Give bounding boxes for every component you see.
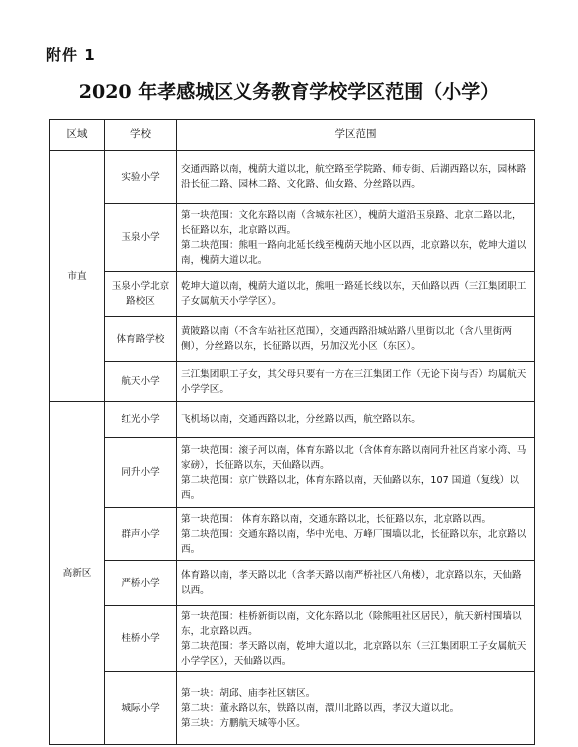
attachment-label: 附件 1: [46, 46, 96, 64]
table-row: [50, 561, 535, 606]
scope-cell: [177, 151, 535, 204]
table-row: [50, 438, 535, 508]
table-row: [50, 204, 535, 272]
scope-line: 飞机场以南，交通西路以北，分丝路以西，航空路以东。: [181, 414, 421, 425]
school-cell: 玉泉小学北京路校区: [105, 272, 177, 317]
scope-cell: [177, 272, 535, 317]
table-row: [50, 508, 535, 561]
scope-line: 第一块范围：滚子河以南，体育东路以北（含体育东路以南同升社区肖家小湾、马家磅），长征路以东，天仙路以西。: [181, 444, 527, 471]
scope-line: 第一块范围：桂桥新街以南，文化东路以北（除熊咀社区居民），航天新村围墙以东，北京路以西。: [181, 610, 522, 637]
scope-line: 第二块范围：孝天路以南，乾坤大道以北，北京路以东（三江集团职工子女属航天小学学区），天仙路以西。: [181, 640, 527, 667]
region-cell: 市直: [50, 151, 105, 402]
scope-line: 第一块范围：文化东路以南（含城东社区），槐荫大道沿玉泉路、北京二路以北，长征路以东，北京路以西。: [181, 209, 522, 236]
table-row: [50, 362, 535, 402]
scope-line: 第一块范围： 体育东路以南，交通东路以北，长征路以东，北京路以西。: [181, 513, 492, 525]
school-district-table: [49, 119, 535, 745]
region-cell: 高新区: [50, 402, 105, 745]
school-cell: 群声小学: [105, 508, 177, 561]
school-cell: 同升小学: [105, 438, 177, 508]
scope-line: 交通西路以南，槐荫大道以北，航空路至学院路、师专街、后湖西路以东，园林路沿长征二路、园林二路、文化路、仙女路、分丝路以西。: [181, 164, 527, 190]
page-title: 2020 年孝感城区义务教育学校学区范围（小学）: [78, 81, 500, 103]
scope-cell: [177, 402, 535, 438]
table-row: [50, 606, 535, 672]
scope-line: 乾坤大道以南，槐荫大道以北，熊咀一路延长线以东，天仙路以西（三江集团职工子女属航天小学学区）。: [181, 281, 527, 307]
school-cell: 城际小学: [105, 672, 177, 745]
scope-line: 三江集团职工子女，其父母只要有一方在三江集团工作（无论下岗与否）均属航天小学学区。: [181, 368, 527, 395]
header-scope: 学区范围: [177, 120, 535, 151]
table-row: [50, 272, 535, 317]
scope-cell: [177, 561, 535, 606]
scope-cell: [177, 438, 535, 508]
school-cell: 桂桥小学: [105, 606, 177, 672]
scope-cell: [177, 362, 535, 402]
scope-line: 第二块范围：交通东路以南，华中光电、万峰厂围墙以北，长征路以东，北京路以西。: [181, 528, 527, 555]
table-header-row: [50, 120, 535, 151]
scope-line: 第二块范围：熊咀一路向北延长线至槐荫天地小区以西，北京路以东，乾坤大道以南，槐荫大道以北。: [181, 239, 527, 266]
table-row: [50, 672, 535, 745]
scope-line: 第二块范围：京广铁路以北，体育东路以南，天仙路以东，107 国道（复线）以西。: [181, 474, 519, 501]
scope-line: 第三块：方鹏航天城等小区。: [181, 717, 306, 729]
school-cell: 航天小学: [105, 362, 177, 402]
scope-line: 第二块：董永路以东，铁路以南，澴川北路以西，孝汉大道以北。: [181, 702, 460, 714]
scope-cell: [177, 606, 535, 672]
scope-cell: [177, 317, 535, 362]
scope-cell: [177, 508, 535, 561]
table-row: [50, 402, 535, 438]
scope-line: 第一块：胡邱、庙李社区辖区。: [181, 687, 316, 699]
header-school: 学校: [105, 120, 177, 151]
table-row: [50, 151, 535, 204]
table-row: [50, 317, 535, 362]
school-cell: 红光小学: [105, 402, 177, 438]
scope-cell: [177, 204, 535, 272]
scope-line: 体育路以南，孝天路以北（含孝天路以南严桥社区八角楼），北京路以东，天仙路以西。: [181, 570, 522, 596]
scope-cell: [177, 672, 535, 745]
school-cell: 体育路学校: [105, 317, 177, 362]
school-cell: 玉泉小学: [105, 204, 177, 272]
header-region: 区域: [50, 120, 105, 151]
school-cell: 严桥小学: [105, 561, 177, 606]
school-cell: 实验小学: [105, 151, 177, 204]
scope-line: 黄陂路以南（不含车站社区范围），交通西路沿城站路八里街以北（含八里街两侧），分丝路以东，长征路以西，另加汉光小区（东区）。: [181, 326, 512, 352]
